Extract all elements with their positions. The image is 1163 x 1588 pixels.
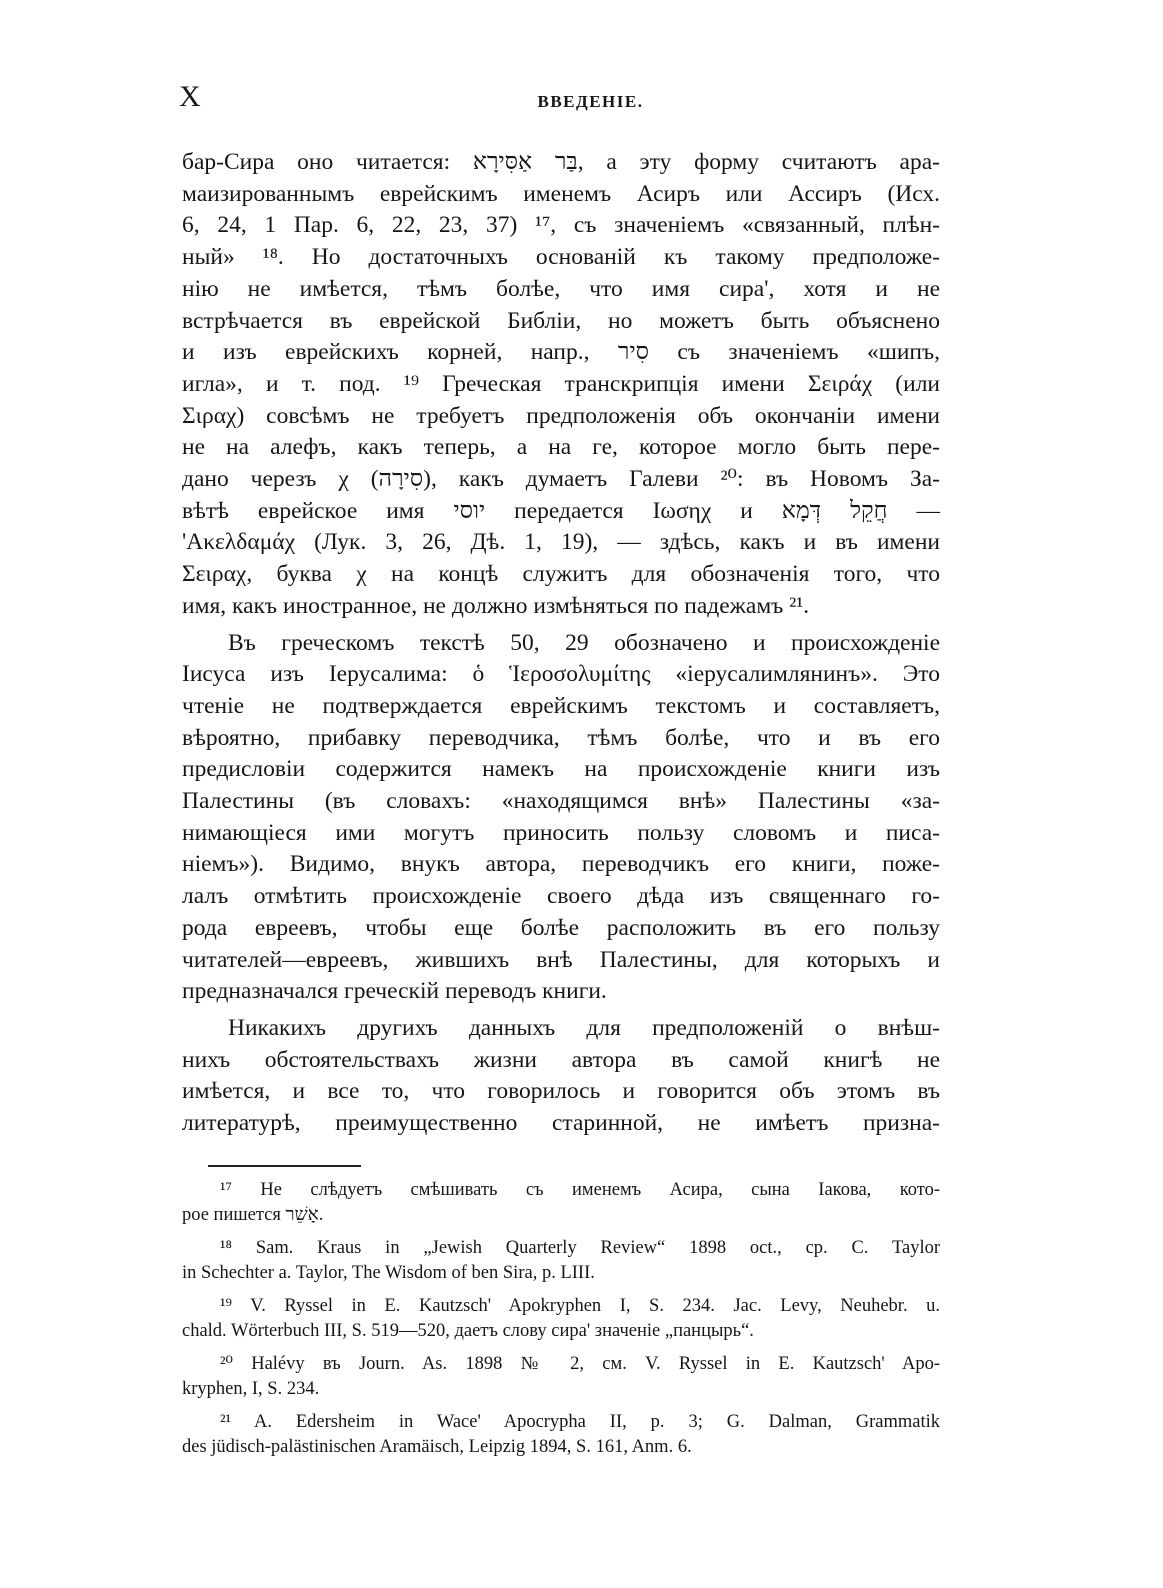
footnote-17 xyxy=(182,1178,940,1228)
text-line: маизированнымъ еврейскимъ именемъ Асиръ или Ассиръ (Исх. xyxy=(182,180,940,207)
footnote-18 xyxy=(182,1236,940,1286)
text-line: ніемъ»). Видимо, внукъ автора, переводчикъ его книги, поже- xyxy=(182,851,940,878)
text-line: ный» ¹⁸. Но достаточныхъ основаній къ такому предположе- xyxy=(182,244,940,271)
text-line: вѣтѣ еврейское имя יוסי передается Ιωσηχ и חֲקֵל דְּמָא — xyxy=(182,497,941,524)
text-line: бар-Сира оно читается: בַּר אַסִּירָא, а эту форму считаютъ ара- xyxy=(182,149,940,175)
text-line: не на алефъ, какъ теперь, а на ге, которое могло быть пере- xyxy=(182,434,940,461)
text-line: Іисуса изъ Іерусалима: ὁ Ἱεροσολυμίτης «іерусалимлянинъ». Это xyxy=(182,661,940,688)
footnote-line: рое пишется אָשֵׁר. xyxy=(182,1205,324,1225)
text-line: Σειραχ, буква χ на концѣ служитъ для обозначенія того, что xyxy=(182,561,940,588)
paragraph-start-line: Никакихъ другихъ данныхъ для предположеній о внѣш- xyxy=(228,1014,940,1041)
text-line: встрѣчается въ еврейской Библіи, но можетъ быть объяснено xyxy=(182,307,940,334)
footnote-line: in Schechter a. Taylor, The Wisdom of ben Sira, p. LIII. xyxy=(182,1263,595,1283)
text-line: читателей—евреевъ, жившихъ внѣ Палестины, для которыхъ и xyxy=(182,946,940,973)
footnote-line: chald. Wörterbuch III, S. 519—520, даетъ слову сира' значеніе „панцырь“. xyxy=(182,1321,754,1341)
footnote-line: kryphen, I, S. 234. xyxy=(182,1379,320,1399)
text-line: рода евреевъ, чтобы еще болѣе расположить въ его пользу xyxy=(182,914,940,941)
text-line: имѣется, и все то, что говорилось и говорится объ этомъ въ xyxy=(182,1078,940,1105)
footnote-line: ¹⁷ Не слѣдуетъ смѣшивать съ именемъ Асира, сына Іакова, кото- xyxy=(220,1180,940,1200)
text-line: нію не имѣется, тѣмъ болѣе, что имя сира', хотя и не xyxy=(182,275,940,302)
footnote-line: ²¹ A. Edersheim in Wace' Apocrypha II, p. 3; G. Dalman, Grammatik xyxy=(220,1412,940,1432)
text-line: 'Ακελδαμάχ (Лук. 3, 26, Дѣ. 1, 19), — здѣсь, какъ и въ имени xyxy=(182,529,940,556)
footnote-19 xyxy=(182,1294,940,1344)
paragraph-start-line: Въ греческомъ текстѣ 50, 29 обозначено и происхожденіе xyxy=(228,629,940,656)
text-line: игла», и т. под. ¹⁹ Греческая транскрипція имени Σειράχ (или xyxy=(182,370,940,397)
footnote-line: des jüdisch-palästinischen Aramäisch, Leipzig 1894, S. 161, Anm. 6. xyxy=(182,1437,692,1457)
text-line: имя, какъ иностранное, не должно измѣняться по падежамъ ²¹. xyxy=(182,592,810,619)
text-line: вѣроятно, прибавку переводчика, тѣмъ болѣе, что и въ его xyxy=(182,724,940,751)
text-line: предисловіи содержится намекъ на происхожденіе книги изъ xyxy=(182,756,940,783)
body-text xyxy=(182,147,940,1140)
text-line: чтеніе не подтверждается еврейскимъ текстомъ и составляетъ, xyxy=(182,692,940,719)
text-line: нихъ обстоятельствахъ жизни автора въ самой книгѣ не xyxy=(182,1046,940,1073)
running-title: ВВЕДЕНІЕ. xyxy=(537,92,644,111)
footnote-divider xyxy=(208,1165,361,1167)
footnote-line: ¹⁹ V. Ryssel in E. Kautzsch' Apokryphen I, S. 234. Jac. Levy, Neuhebr. u. xyxy=(220,1296,940,1316)
text-line: Палестины (въ словахъ: «находящимся внѣ» Палестины «за- xyxy=(182,788,940,815)
footnote-line: ²⁰ Halévy въ Journ. As. 1898 № 2, см. V. Ryssel in E. Kautzsch' Apo- xyxy=(220,1354,940,1374)
text-line: предназначался греческій переводъ книги. xyxy=(182,978,607,1005)
text-line: 6, 24, 1 Пар. 6, 22, 23, 37) ¹⁷, съ значеніемъ «связанный, плѣн- xyxy=(182,212,940,239)
footnote-20 xyxy=(182,1352,940,1402)
footnotes xyxy=(182,1178,940,1468)
text-line: лалъ отмѣтить происхожденіе своего дѣда изъ священнаго го- xyxy=(182,883,940,910)
text-line: нимающіеся ими могутъ приносить пользу словомъ и писа- xyxy=(182,819,940,846)
text-line: и изъ еврейскихъ корней, напр., סִיר съ значеніемъ «шипъ, xyxy=(182,339,940,366)
footnote-21 xyxy=(182,1410,940,1460)
page-number: X xyxy=(179,80,201,113)
footnote-line: ¹⁸ Sam. Kraus in „Jewish Quarterly Review“ 1898 oct., ср. C. Taylor xyxy=(220,1238,940,1258)
text-line: дано черезъ χ (סִירָה), какъ думаетъ Галеви ²⁰: въ Новомъ За- xyxy=(182,466,941,493)
text-line: литературѣ, преимущественно старинной, не имѣетъ призна- xyxy=(182,1110,940,1137)
text-line: Σιραχ) совсѣмъ не требуетъ предположенія объ окончаніи имени xyxy=(182,402,940,429)
